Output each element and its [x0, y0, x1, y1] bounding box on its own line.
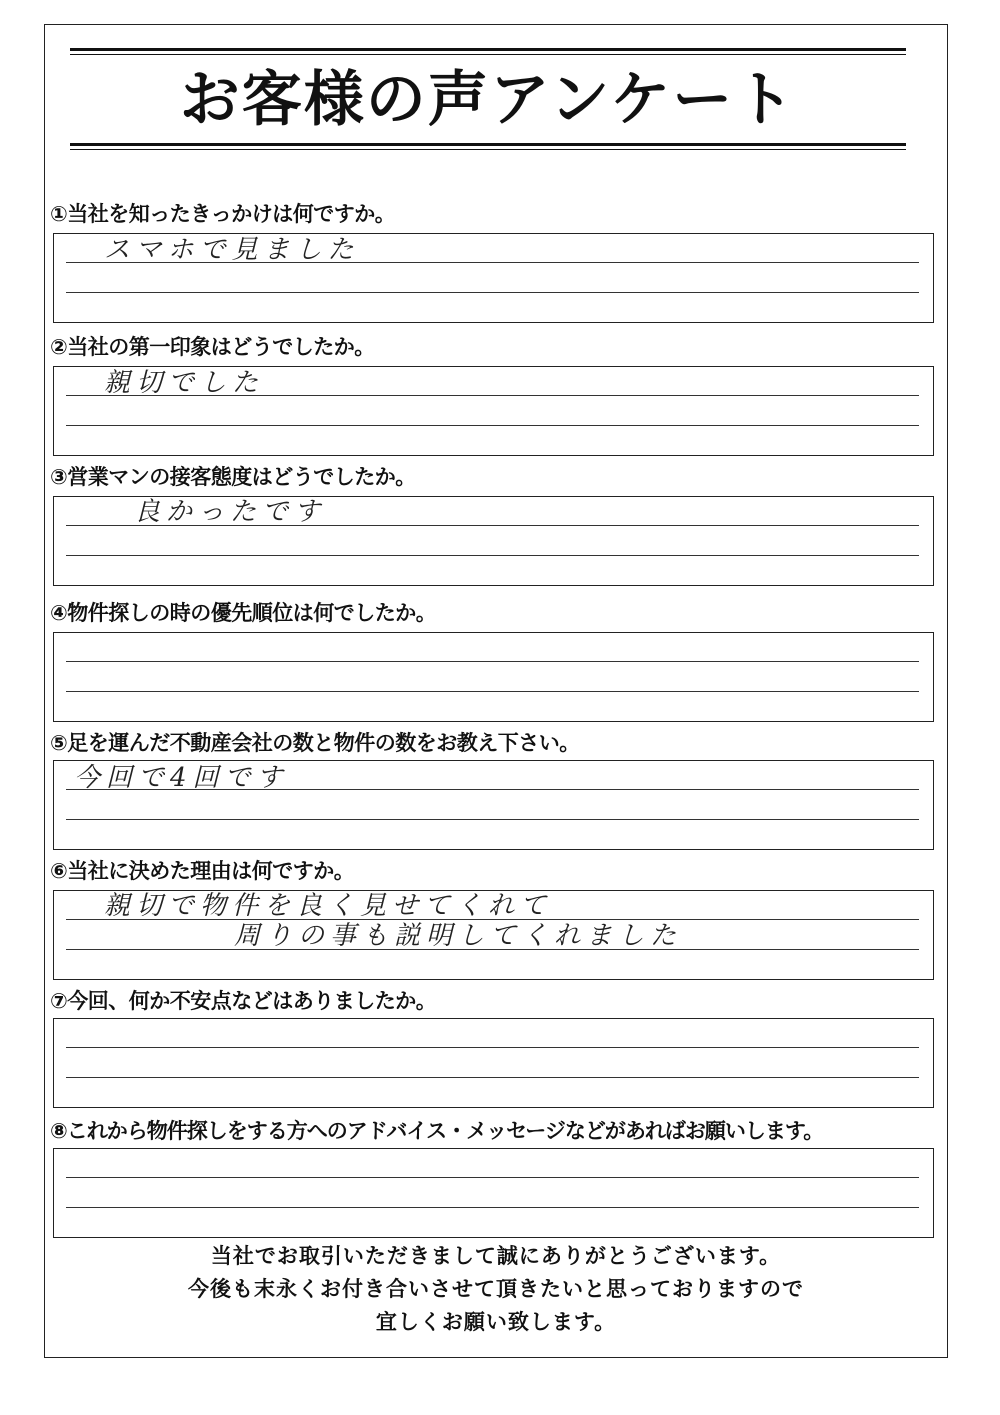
answer-rule [66, 819, 919, 820]
title-band [70, 48, 906, 152]
answer-rule [66, 1077, 919, 1078]
question-5-label: ⑤足を運んだ不動産会社の数と物件の数をお教え下さい。 [50, 731, 580, 755]
answer-box-3[interactable] [53, 496, 934, 586]
answer-rule [66, 1207, 919, 1208]
question-6-label: ⑥当社に決めた理由は何ですか。 [50, 859, 355, 883]
question-3-label: ③営業マンの接客態度はどうでしたか。 [50, 465, 416, 489]
answer-rule [66, 555, 919, 556]
answer-box-7[interactable] [53, 1018, 934, 1108]
answer-box-4[interactable] [53, 632, 934, 722]
title-rule-bottom [70, 143, 906, 150]
closing-message [44, 1240, 948, 1339]
question-8-label: ⑧これから物件探しをする方へのアドバイス・メッセージなどがあればお願いします。 [50, 1119, 824, 1143]
answer-3-line-1: 良かったです [134, 497, 327, 527]
answer-rule [66, 292, 919, 293]
answer-box-2[interactable] [53, 366, 934, 456]
answer-rule [66, 661, 919, 662]
answer-box-5[interactable] [53, 760, 934, 850]
answer-rule [66, 1047, 919, 1048]
survey-title: お客様の声アンケート [179, 65, 797, 135]
question-4-label: ④物件探しの時の優先順位は何でしたか。 [50, 601, 437, 625]
answer-6-line-2: 周りの事も説明してくれました [234, 921, 683, 951]
closing-line-3: 宜しくお願い致します。 [375, 1310, 617, 1334]
answer-box-1[interactable] [53, 233, 934, 323]
answer-6-line-1: 親切で物件を良く見せてくれて [104, 891, 553, 921]
question-2-label: ②当社の第一印象はどうでしたか。 [50, 335, 375, 359]
answer-2-line-1: 親切でした [104, 368, 265, 398]
answer-rule [66, 1177, 919, 1178]
answer-box-6[interactable] [53, 890, 934, 980]
answer-5-line-1: 今回で4回です [74, 763, 289, 793]
closing-line-1: 当社でお取引いただきまして誠にありがとうございます。 [210, 1244, 782, 1268]
answer-rule [66, 691, 919, 692]
answer-rule [66, 425, 919, 426]
answer-1-line-1: スマホで見ました [104, 235, 360, 265]
closing-line-2: 今後も末永くお付き合いさせて頂きたいと思っておりますので [188, 1277, 804, 1301]
answer-box-8[interactable] [53, 1148, 934, 1238]
question-1-label: ①当社を知ったきっかけは何ですか。 [50, 202, 396, 226]
question-7-label: ⑦今回、何か不安点などはありましたか。 [50, 989, 437, 1013]
title-rule-top [70, 48, 906, 55]
